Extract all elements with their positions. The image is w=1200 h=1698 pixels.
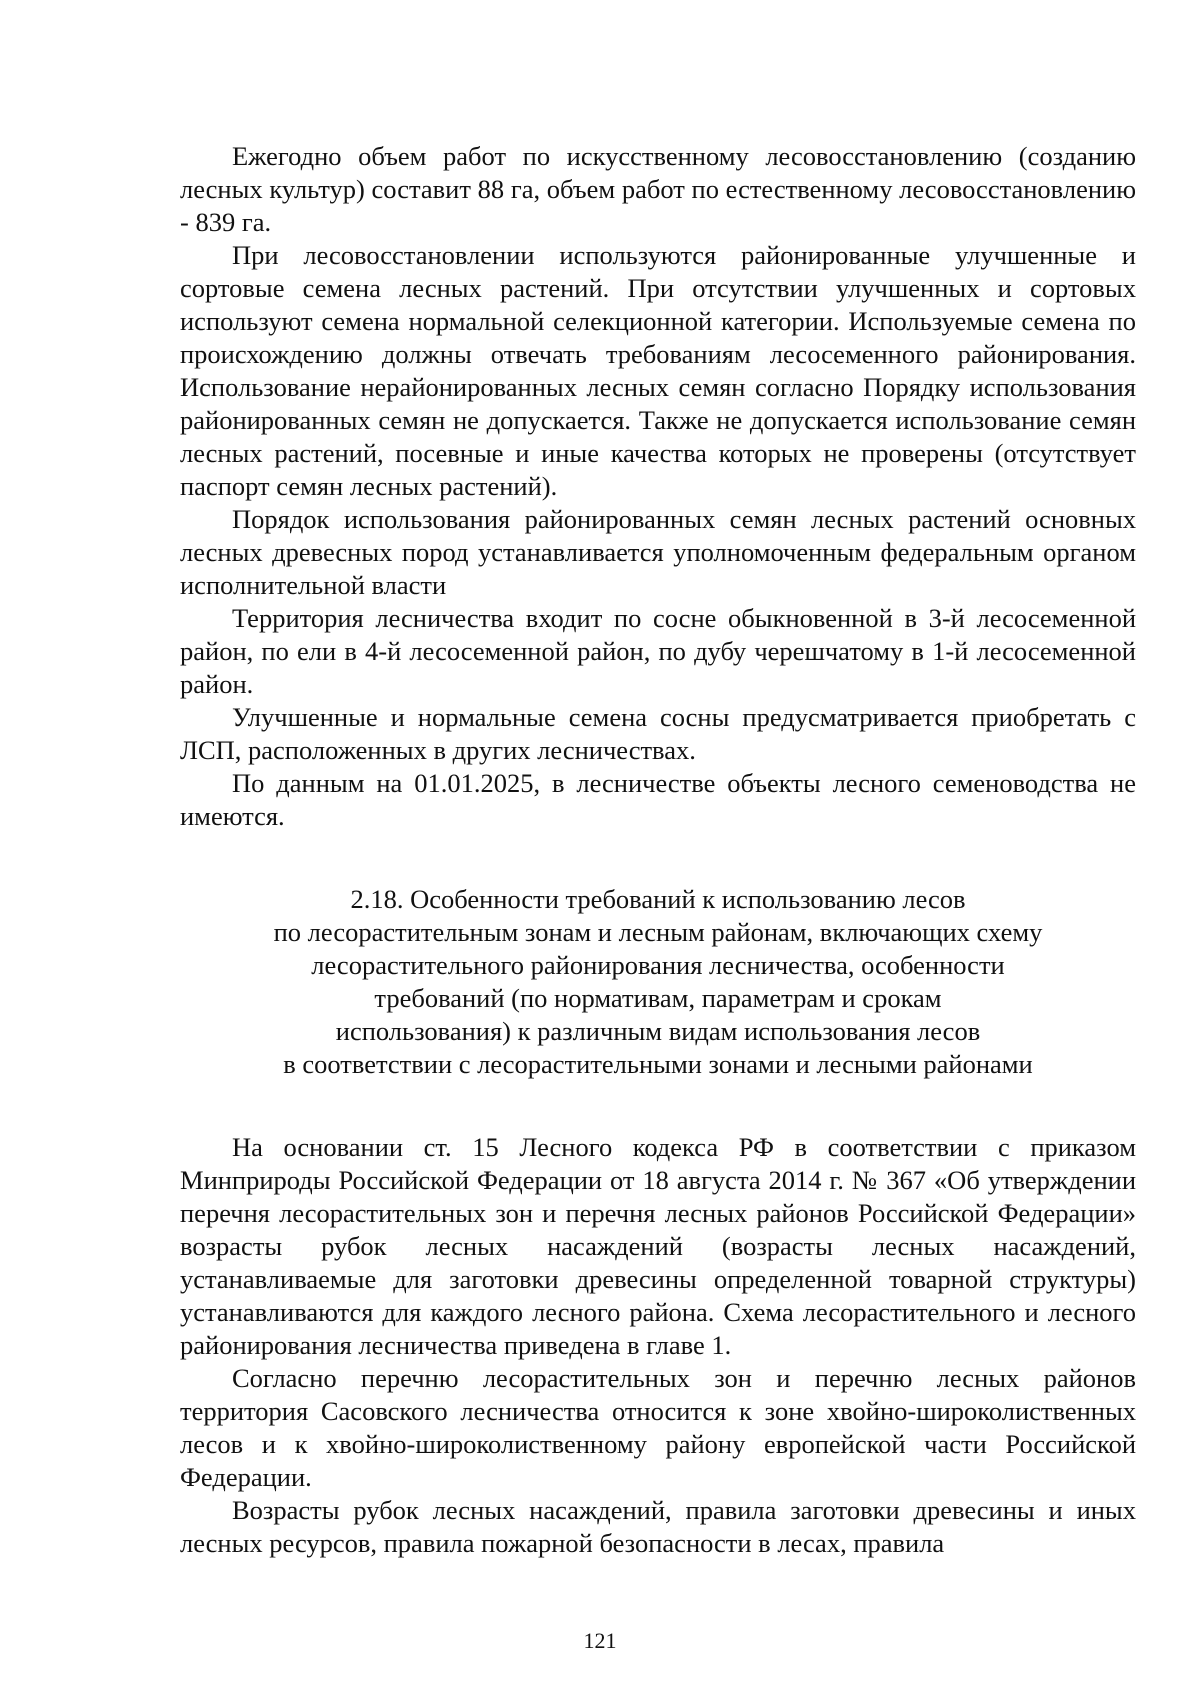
- section-heading-line: лесорастительного районирования лесничества, особенности: [311, 950, 1005, 980]
- paragraph-reforestation-volume: Ежегодно объем работ по искусственному лесовосстановлению (созданию лесных культур) составит 88 га, объем работ по естественному лесовосстановлению - 839 га.: [180, 141, 1136, 237]
- section-heading-line: 2.18. Особенности требований к использованию лесов: [350, 884, 966, 914]
- section-heading: [180, 883, 1136, 1081]
- paragraph-cutting-ages: Возрасты рубок лесных насаждений, правила заготовки древесины и иных лесных ресурсов, правила пожарной безопасности в лесах, правила: [180, 1495, 1136, 1558]
- section-heading-line: по лесорастительным зонам и лесным районам, включающих схему: [273, 917, 1043, 947]
- page-number: 121: [583, 1628, 617, 1653]
- paragraph-forest-zone: Согласно перечню лесорастительных зон и перечню лесных районов территория Сасовского лесничества относится к зоне хвойно-широколиственных лесов и к хвойно-широколиственному району европейской части Российской Федерации.: [180, 1363, 1136, 1492]
- paragraph-seed-usage-order: Порядок использования районированных семян лесных растений основных лесных древесных пород устанавливается уполномоченным федеральным органом исполнительной власти: [180, 504, 1136, 600]
- section-heading-line: в соответствии с лесорастительными зонами и лесными районами: [283, 1049, 1033, 1079]
- document-page: [180, 140, 1136, 1560]
- paragraph-seed-districts: Территория лесничества входит по сосне обыкновенной в 3-й лесосеменной район, по ели в 4-й лесосеменной район, по дубу черешчатому в 1-й лесосеменной район.: [180, 603, 1136, 699]
- section-heading-line: использования) к различным видам использования лесов: [335, 1016, 981, 1046]
- paragraph-legal-basis: На основании ст. 15 Лесного кодекса РФ в соответствии с приказом Минприроды Российской Федерации от 18 августа 2014 г. № 367 «Об утверждении перечня лесорастительных зон и перечня лесных районов Российской Федерации» возрасты рубок лесных насаждений (возрасты лесных насаждений, устанавливаемые для заготовки древесины определенной товарной структуры) устанавливаются для каждого лесного района. Схема лесорастительного и лесного районирования лесничества приведена в главе 1.: [180, 1132, 1136, 1360]
- paragraph-improved-seeds: Улучшенные и нормальные семена сосны предусматривается приобретать с ЛСП, расположенных в других лесничествах.: [180, 702, 1136, 765]
- section-heading-line: требований (по нормативам, параметрам и срокам: [374, 983, 942, 1013]
- paragraph-seed-requirements: При лесовосстановлении используются районированные улучшенные и сортовые семена лесных растений. При отсутствии улучшенных и сортовых используют семена нормальной селекционной категории. Используемые семена по происхождению должны отвечать требованиям лесосеменного районирования. Использование нерайонированных лесных семян согласно Порядку использования районированных семян не допускается. Также не допускается использование семян лесных растений, посевные и иные качества которых не проверены (отсутствует паспорт семян лесных растений).: [180, 240, 1136, 501]
- paragraph-seed-objects: По данным на 01.01.2025, в лесничестве объекты лесного семеноводства не имеются.: [180, 768, 1136, 831]
